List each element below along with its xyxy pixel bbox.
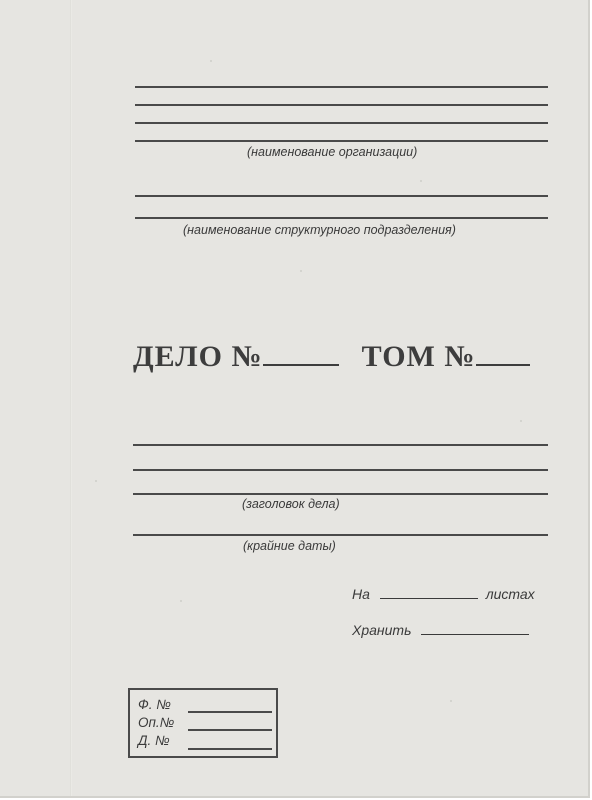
org-line-1 [135,86,548,88]
case-caption: (заголовок дела) [242,497,340,511]
delo-number-blank [263,340,339,366]
org-line-4 [135,140,548,142]
tom-number-blank [476,340,530,366]
tom-label: ТОМ № [361,340,476,373]
delo-label: ДЕЛО № [133,340,263,373]
stamp-f-label: Ф. № [138,697,171,712]
cardboard-speck [520,420,522,422]
archive-stamp-box [128,688,278,758]
dates-caption: (крайние даты) [243,539,336,553]
sheets-prefix: На [352,586,370,602]
cardboard-speck [95,480,97,482]
case-line-1 [133,444,548,446]
sheets-field [352,586,535,602]
dept-caption: (наименование структурного подразделения) [183,223,456,237]
cardboard-speck [180,600,182,602]
spine-fold [70,0,72,796]
case-line-3 [133,493,548,495]
stamp-op-line [188,729,272,731]
org-caption: (наименование организации) [247,145,418,159]
case-title [133,340,530,374]
dates-line [133,534,548,536]
cardboard-speck [210,60,212,62]
sheets-suffix: листах [485,586,535,602]
cardboard-speck [450,700,452,702]
org-line-3 [135,122,548,124]
cardboard-speck [420,180,422,182]
cardboard-speck [300,270,302,272]
stamp-f-line [188,711,272,713]
stamp-d-label: Д. № [138,733,170,748]
dept-line-1 [135,195,548,197]
keep-period-blank [421,622,529,635]
sheets-count-blank [380,586,478,599]
case-line-2 [133,469,548,471]
stamp-d-line [188,748,272,750]
stamp-op-label: Оп.№ [138,715,175,730]
keep-field [352,622,529,638]
org-line-2 [135,104,548,106]
keep-label: Хранить [352,622,412,638]
dept-line-2 [135,217,548,219]
